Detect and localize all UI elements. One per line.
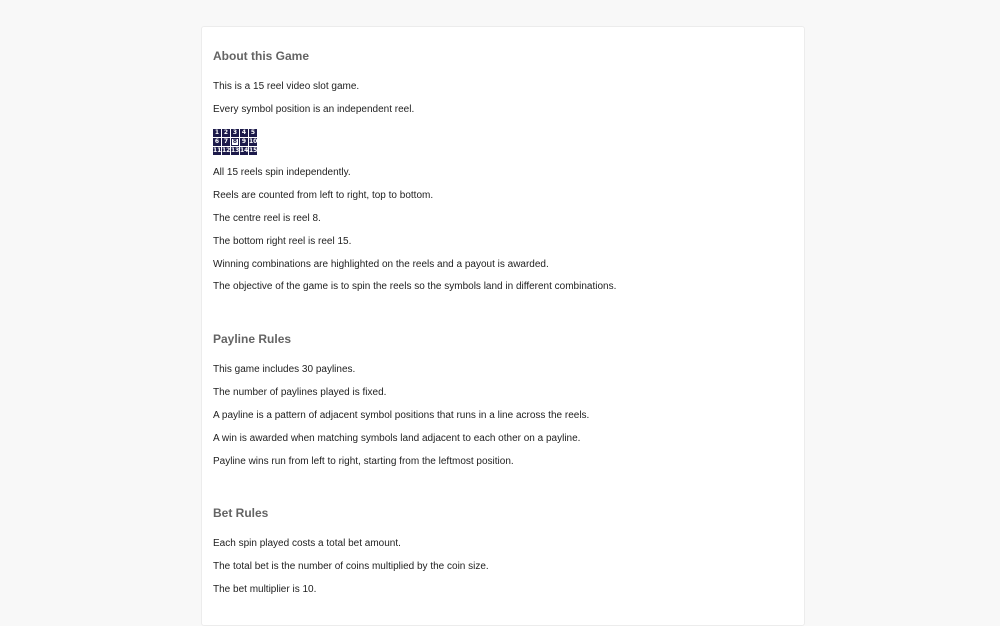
payline-line: This game includes 30 paylines. [213, 364, 356, 375]
about-line: Every symbol position is an independent reel. [213, 104, 415, 115]
reel-cell: 11 [213, 147, 221, 154]
about-section-title: About this Game [213, 49, 310, 63]
reel-cell: 7 [223, 138, 229, 145]
payline-line: A payline is a pattern of adjacent symbol positions that runs in a line across the reels. [213, 410, 590, 421]
reel-cell: 1 [214, 129, 220, 136]
bet-line: The bet multiplier is 10. [213, 584, 317, 595]
reel-cell: 6 [214, 138, 220, 145]
reel-cell: 13 [231, 147, 239, 154]
about-line: The centre reel is reel 8. [213, 213, 321, 224]
reel-cell: 9 [241, 138, 247, 145]
reel-cell: 4 [241, 129, 247, 136]
reel-cell: 10 [249, 138, 257, 145]
reel-cell-centre: 8 [232, 138, 238, 145]
reel-layout-diagram [213, 129, 259, 156]
about-line: Reels are counted from left to right, top to bottom. [213, 190, 434, 201]
about-line: The objective of the game is to spin the reels so the symbols land in different combinations. [213, 281, 617, 292]
reel-cell: 12 [222, 147, 230, 154]
payline-section-title: Payline Rules [213, 332, 292, 346]
about-line: Winning combinations are highlighted on the reels and a payout is awarded. [213, 259, 549, 270]
reel-cell: 5 [250, 129, 256, 136]
reel-cell: 3 [232, 129, 238, 136]
bet-line: The total bet is the number of coins multiplied by the coin size. [213, 561, 489, 572]
payline-line: A win is awarded when matching symbols land adjacent to each other on a payline. [213, 433, 581, 444]
game-info-panel [201, 26, 805, 626]
bet-section-title: Bet Rules [213, 506, 269, 520]
about-line: The bottom right reel is reel 15. [213, 236, 352, 247]
bet-line: Each spin played costs a total bet amount. [213, 538, 401, 549]
reel-cell: 2 [223, 129, 229, 136]
about-line: All 15 reels spin independently. [213, 167, 351, 178]
about-line: This is a 15 reel video slot game. [213, 81, 360, 92]
payline-line: Payline wins run from left to right, starting from the leftmost position. [213, 456, 514, 467]
payline-line: The number of paylines played is fixed. [213, 387, 387, 398]
reel-cell: 15 [249, 147, 257, 154]
reel-cell: 14 [240, 147, 248, 154]
